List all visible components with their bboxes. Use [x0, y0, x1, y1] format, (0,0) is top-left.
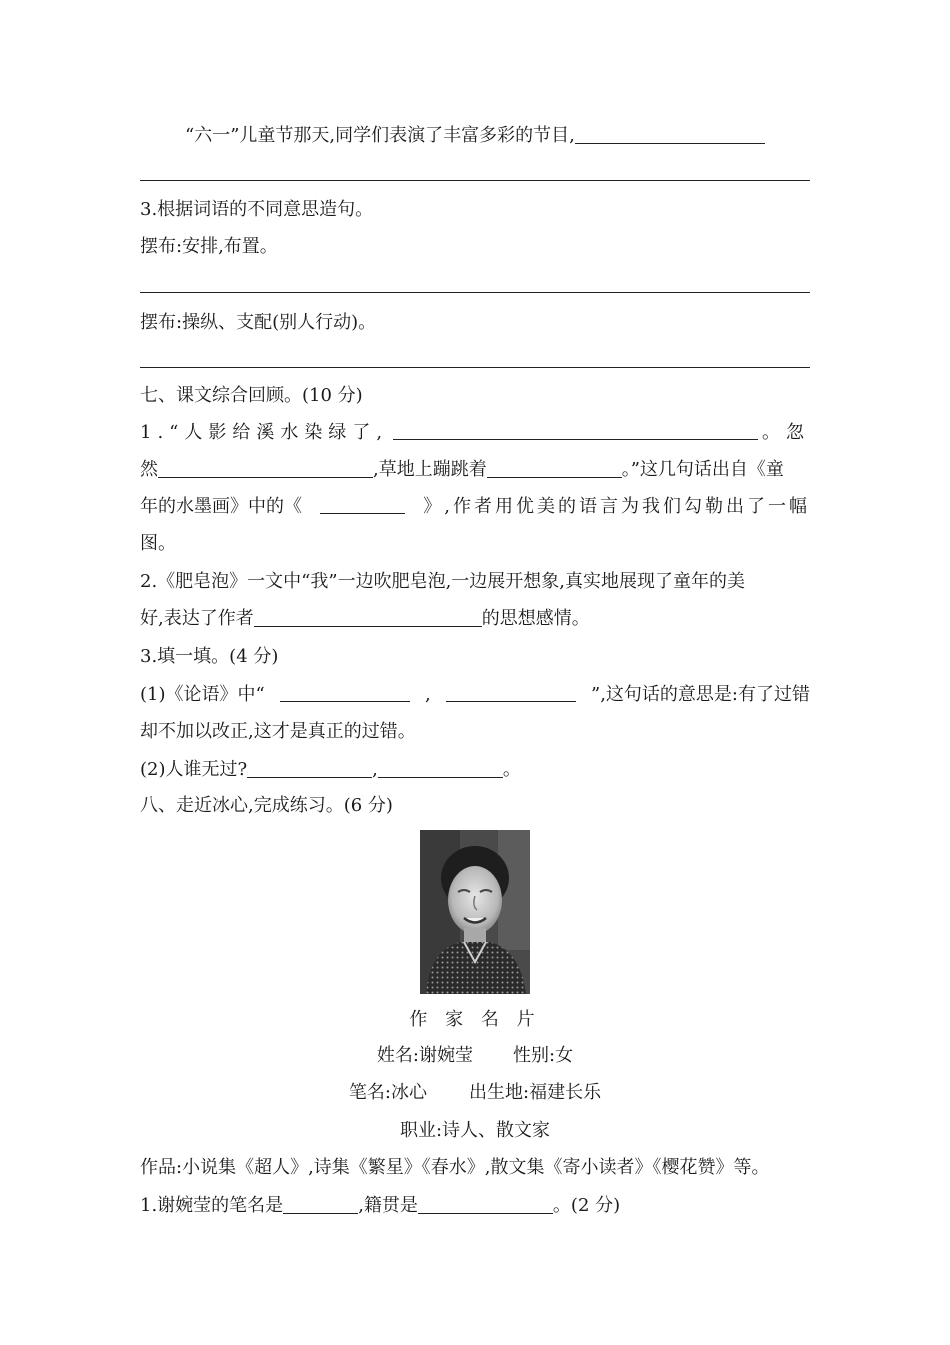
answer-blank[interactable]	[418, 1195, 553, 1214]
card-gender: 性别:女	[513, 1045, 574, 1066]
answer-line[interactable]	[140, 367, 810, 368]
question-line	[140, 458, 784, 482]
question-line: 2.《肥皂泡》一文中“我”一边吹肥皂泡,一边展开想象,真实地展现了童年的美	[140, 571, 746, 592]
card-works: 作品:小说集《超人》,诗集《繁星》《春水》,散文集《寄小读者》《樱花赞》等。	[140, 1157, 770, 1178]
card-birthplace: 出生地:福建长乐	[469, 1082, 602, 1103]
question-line	[140, 495, 810, 519]
card-penname: 笔名:冰心	[348, 1082, 427, 1103]
card-row	[140, 1044, 810, 1068]
section-title: 七、课文综合回顾。(10 分)	[140, 385, 363, 406]
text-segment: 的思想感情。	[481, 608, 590, 629]
text-segment: 好,表达了作者	[140, 608, 254, 629]
intro-text: “六一”儿童节那天,同学们表演了丰富多彩的节目,	[185, 125, 575, 146]
answer-blank[interactable]	[158, 459, 373, 478]
word-meaning: 摆布:安排,布置。	[140, 236, 278, 257]
question-title: 3.根据词语的不同意思造句。	[140, 199, 374, 220]
card-title: 作 家 名 片	[409, 1009, 541, 1030]
answer-blank[interactable]	[254, 608, 482, 627]
question-line	[140, 421, 810, 445]
answer-line[interactable]	[140, 292, 810, 293]
text-segment: 1.“人影给溪水染绿了,	[140, 422, 389, 443]
text-segment: ,	[372, 759, 378, 780]
question-line	[140, 607, 590, 631]
text-segment: (2)人谁无过?	[140, 759, 248, 780]
word-meaning: 摆布:操纵、支配(别人行动)。	[140, 312, 377, 333]
answer-blank[interactable]	[575, 125, 765, 144]
question-line	[140, 758, 521, 782]
question-line	[140, 1194, 620, 1218]
answer-blank[interactable]	[320, 495, 405, 514]
answer-blank[interactable]	[283, 1195, 358, 1214]
answer-blank[interactable]	[393, 421, 758, 440]
question-line: 却不加以改正,这才是真正的过错。	[140, 721, 416, 742]
question-line	[140, 683, 810, 707]
text-segment: 。忽	[761, 422, 810, 443]
answer-blank[interactable]	[247, 759, 372, 778]
text-segment: 》,作者用优美的语言为我们勾勒出了一幅	[423, 496, 810, 517]
text-segment: ,籍贯是	[358, 1195, 418, 1216]
card-row	[140, 1081, 810, 1105]
intro-line	[185, 124, 765, 148]
card-job: 职业:诗人、散文家	[399, 1120, 551, 1141]
card-name: 姓名:谢婉莹	[376, 1045, 473, 1066]
answer-blank[interactable]	[446, 683, 576, 702]
text-segment: 然	[140, 459, 158, 480]
question-title: 3.填一填。(4 分)	[140, 646, 279, 667]
text-segment: 图。	[140, 533, 176, 554]
text-segment: 。”这几句话出自《童	[621, 459, 784, 480]
text-segment: 年的水墨画》中的《	[140, 496, 302, 517]
answer-blank[interactable]	[487, 459, 622, 478]
answer-blank[interactable]	[378, 759, 503, 778]
text-segment: 。(2 分)	[552, 1195, 621, 1216]
portrait-photo	[420, 830, 530, 994]
answer-blank[interactable]	[280, 683, 410, 702]
section-title: 八、走近冰心,完成练习。(6 分)	[140, 795, 393, 816]
text-segment: 1.谢婉莹的笔名是	[140, 1195, 284, 1216]
text-segment: ,草地上蹦跳着	[373, 459, 487, 480]
text-segment: (1)《论语》中“	[140, 684, 265, 705]
text-segment: ”,这句话的意思是:有了过错	[591, 684, 810, 705]
text-segment: ,	[424, 684, 431, 705]
text-segment: 。	[502, 759, 521, 780]
answer-line[interactable]	[140, 180, 810, 181]
